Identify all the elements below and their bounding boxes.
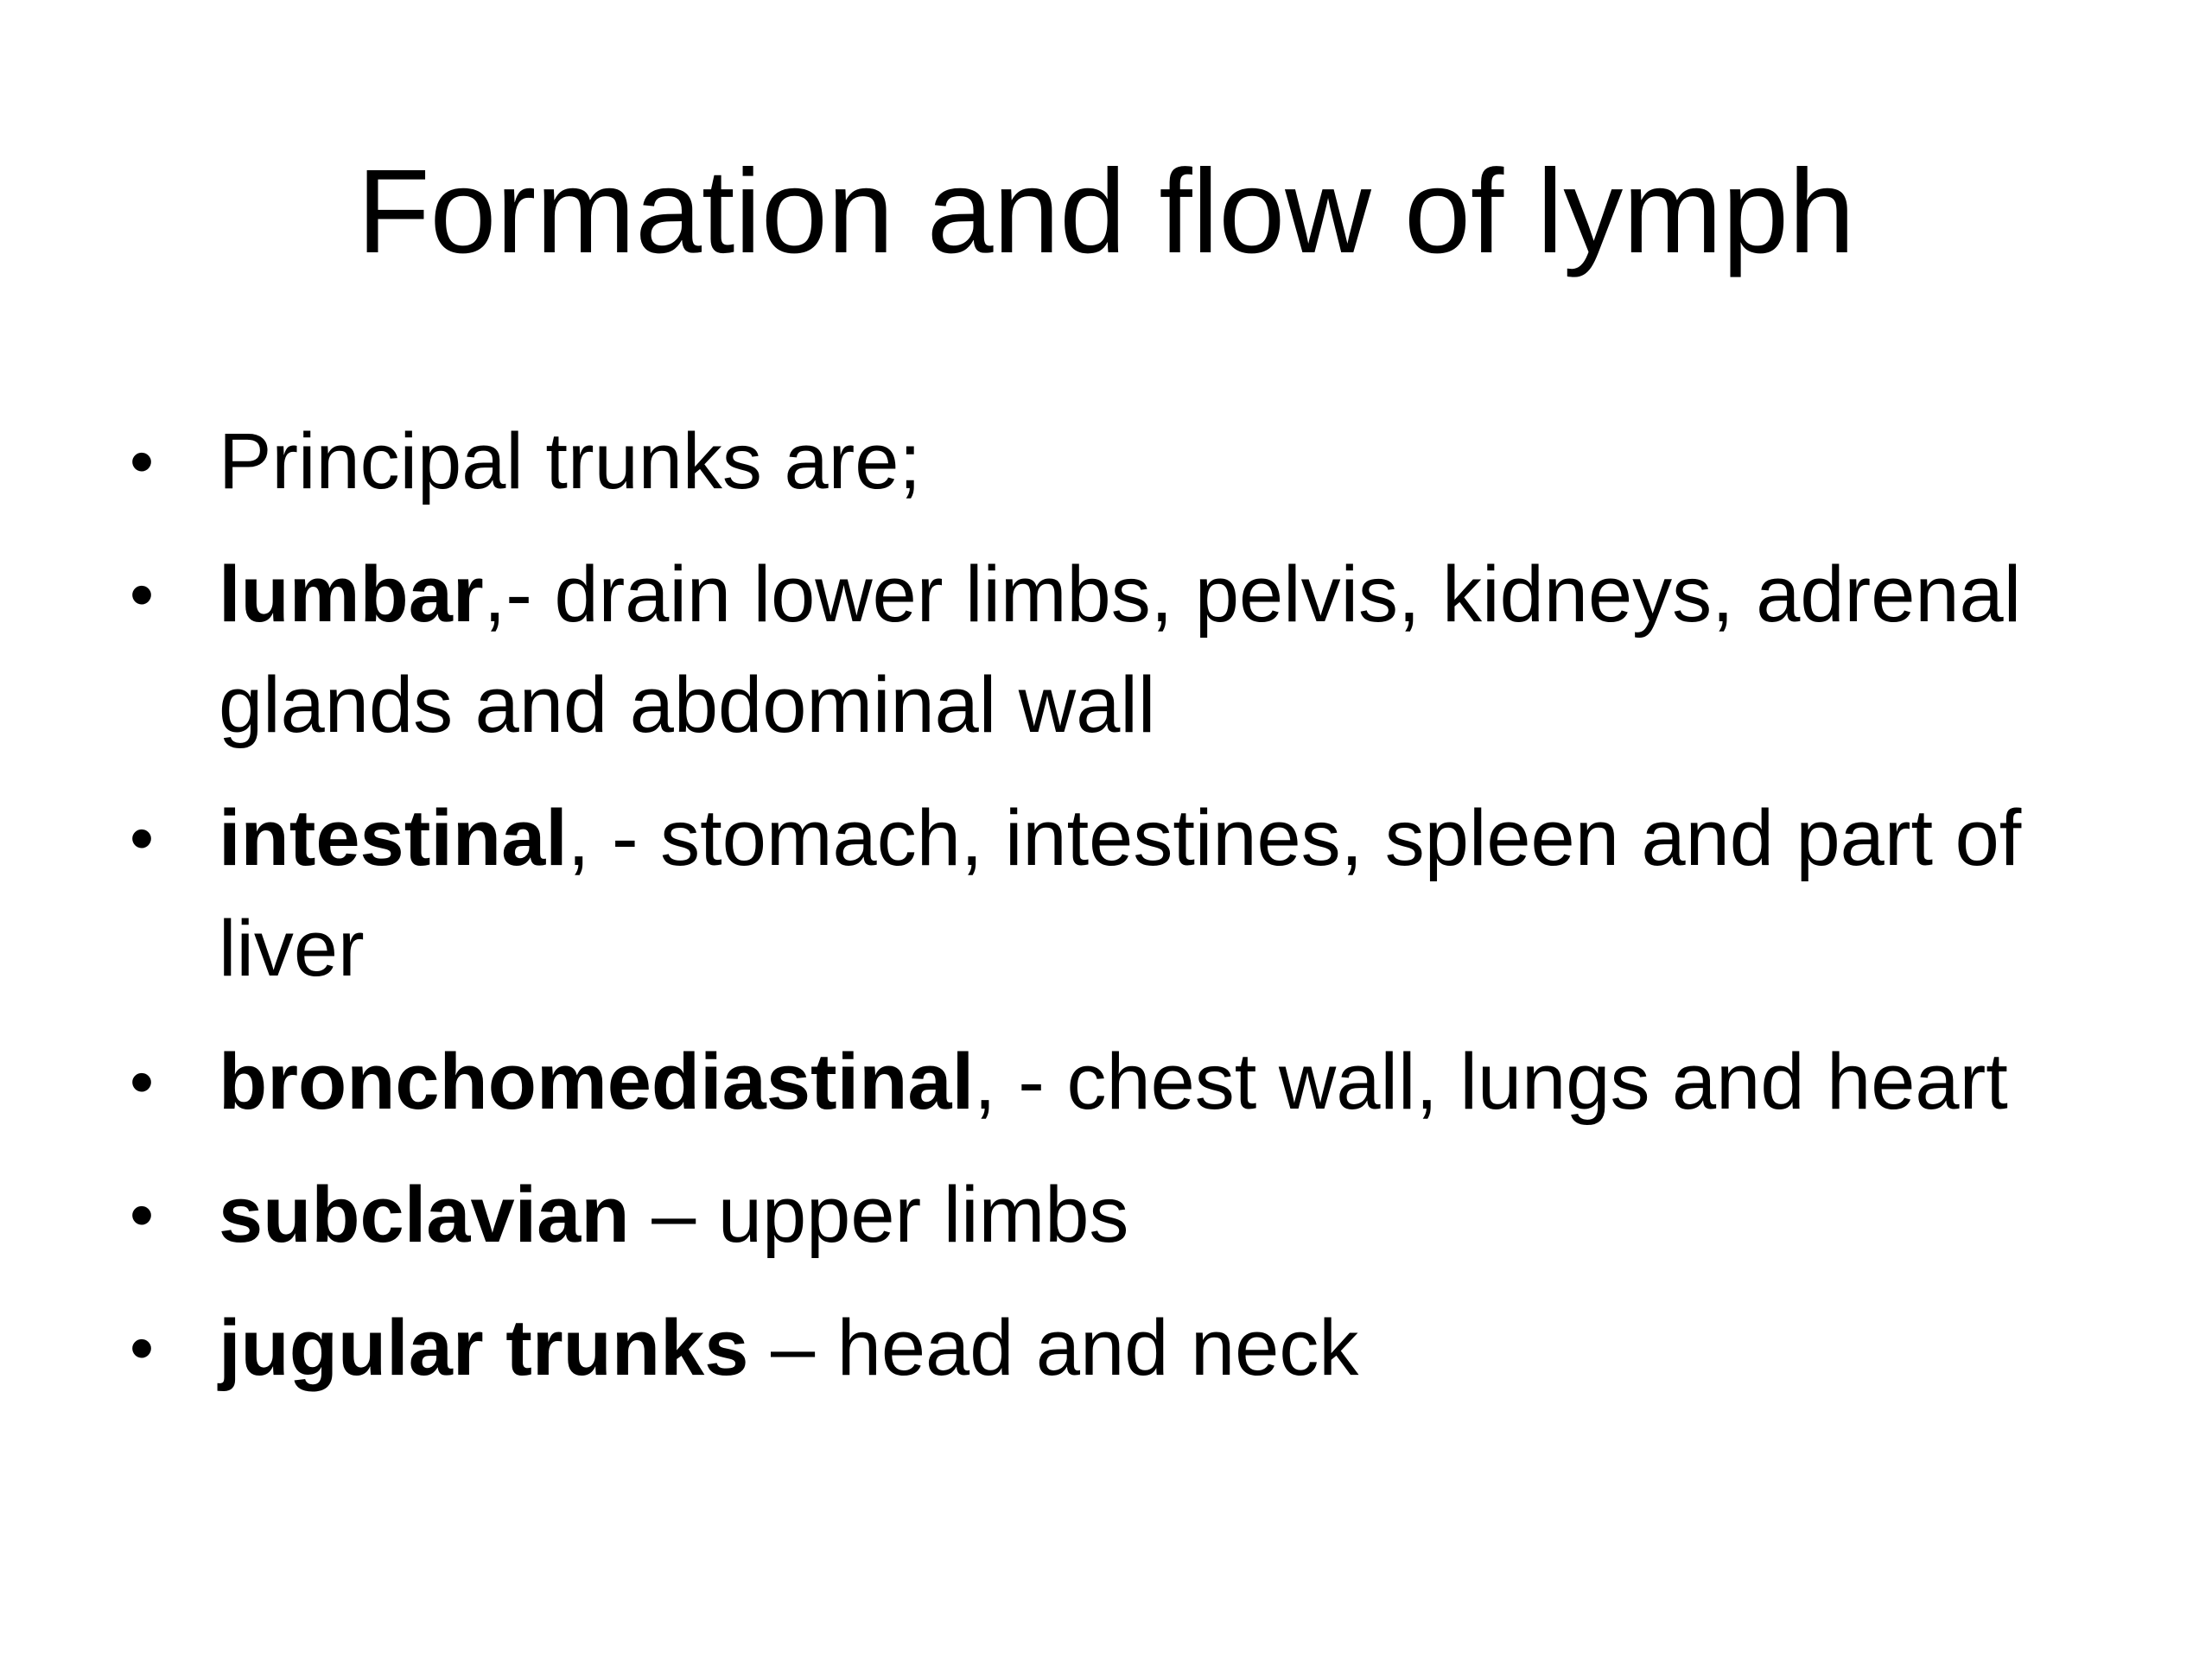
bullet-term: jugular trunks xyxy=(219,1304,749,1392)
bullet-icon: • xyxy=(130,423,155,499)
bullet-term: intestinal xyxy=(219,794,568,882)
bullet-text: – head and neck xyxy=(748,1304,1359,1392)
bullet-text: – upper limbs xyxy=(629,1171,1129,1259)
bullet-text: Principal trunks are; xyxy=(219,417,921,505)
slide-title: Formation and flow of lymph xyxy=(357,145,1855,278)
bullet-term: bronchomediastinal xyxy=(219,1038,975,1126)
bullet-term: subclavian xyxy=(219,1171,630,1259)
bullet-item xyxy=(130,783,2152,1004)
bullet-text: ,- drain lower limbs, pelvis, kidneys, adrenal glands and abdominal wall xyxy=(219,550,2022,749)
bullet-item xyxy=(130,1160,2152,1270)
bullet-item xyxy=(130,1027,2152,1137)
bullet-list xyxy=(130,406,2152,1426)
bullet-icon: • xyxy=(130,1309,155,1386)
bullet-item xyxy=(130,1293,2152,1403)
bullet-icon: • xyxy=(130,556,155,632)
bullet-icon: • xyxy=(130,799,155,876)
bullet-term: lumbar xyxy=(219,550,484,639)
bullet-icon: • xyxy=(130,1043,155,1120)
bullet-text: , - chest wall, lungs and heart xyxy=(974,1038,2008,1126)
bullet-item xyxy=(130,539,2152,760)
bullet-icon: • xyxy=(130,1176,155,1253)
bullet-text: , - stomach, intestines, spleen and part of liver xyxy=(219,794,2022,993)
bullet-item xyxy=(130,406,2152,517)
